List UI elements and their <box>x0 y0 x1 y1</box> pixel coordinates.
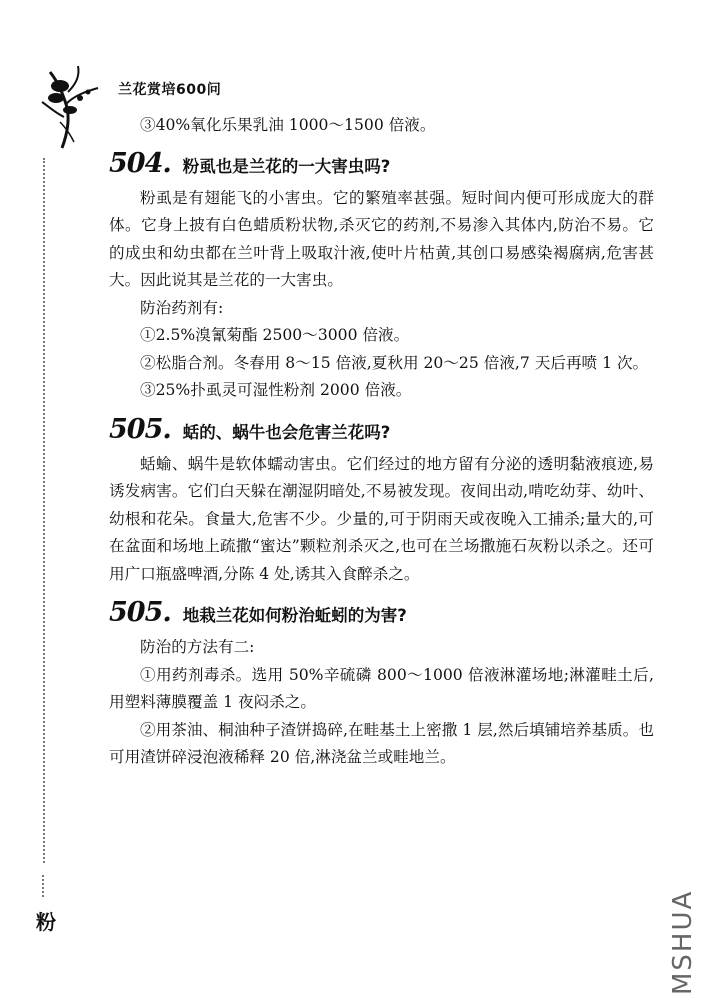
watermark-text: MSHUA <box>668 889 698 995</box>
question-title: 粉虱也是兰花的一大害虫吗? <box>182 156 391 176</box>
paragraph: ①用药剂毒杀。选用 50%辛硫磷 800～1000 倍液淋灌场地;淋灌畦土后,用塑料薄膜覆盖 1 夜闷杀之。 <box>109 665 654 711</box>
question-heading <box>109 148 654 179</box>
lead-item: ③40%氧化乐果乳油 1000～1500 倍液。 <box>140 116 436 134</box>
margin-dotted-rule-bottom <box>42 875 48 897</box>
orchid-illustration <box>40 62 112 152</box>
paragraph: 防治的方法有二: <box>140 638 255 656</box>
paragraph: 蛞蝓、蜗牛是软体蠕动害虫。它们经过的地方留有分泌的透明黏液痕迹,易诱发病害。它们白天躲在潮湿阴暗处,不易被发现。夜间出动,啃吃幼芽、幼叶、幼根和花朵。食量大,危害不少。少量的,可于阴雨天或夜晚入工捕杀;量大的,可在盆面和场地上疏撒“蜜达”颗粒剂杀灭之,也可在兰场撒施石灰粉以杀之。还可用广口瓶盛啤酒,分陈 4 处,诱其入食醉杀之。 <box>109 454 654 583</box>
paragraph: 防治药剂有: <box>140 298 224 317</box>
side-section-label: 粉 <box>36 910 56 934</box>
question-heading <box>109 597 654 628</box>
question-number: 504. <box>109 147 171 179</box>
page-content <box>109 112 654 772</box>
question-505 <box>109 414 654 589</box>
question-number: 505. <box>109 413 171 445</box>
question-title: 蛞的、蜗牛也会危害兰花吗? <box>182 422 391 442</box>
margin-dotted-rule <box>43 158 45 863</box>
question-number: 505. <box>109 597 171 628</box>
question-heading <box>109 414 654 445</box>
question-504 <box>109 148 654 405</box>
paragraph: ②松脂合剂。冬春用 8～15 倍液,夏秋用 20～25 倍液,7 天后再喷 1 次。 <box>140 353 649 372</box>
paragraph: ②用茶油、桐油种子渣饼捣碎,在畦基土上密撒 1 层,然后填铺培养基质。也可用渣饼碎浸泡液稀释 20 倍,淋浇盆兰或畦地兰。 <box>109 720 654 766</box>
paragraph: 粉虱是有翅能飞的小害虫。它的繁殖率甚强。短时间内便可形成庞大的群体。它身上披有白色蜡质粉状物,杀灭它的药剂,不易渗入其体内,防治不易。它的成虫和幼虫都在兰叶背上吸取汁液,使叶片枯黄,其创口易感染褐腐病,危害甚大。因此说其是兰花的一大害虫。 <box>109 188 654 289</box>
question-505-earthworm <box>109 597 654 772</box>
question-title: 地栽兰花如何粉治蚯蚓的为害? <box>182 606 407 625</box>
paragraph: ①2.5%溴氰菊酯 2500～3000 倍液。 <box>140 326 410 344</box>
book-header-title: 兰花赏培600问 <box>118 82 222 98</box>
paragraph: ③25%扑虱灵可湿性粉剂 2000 倍液。 <box>140 381 412 399</box>
